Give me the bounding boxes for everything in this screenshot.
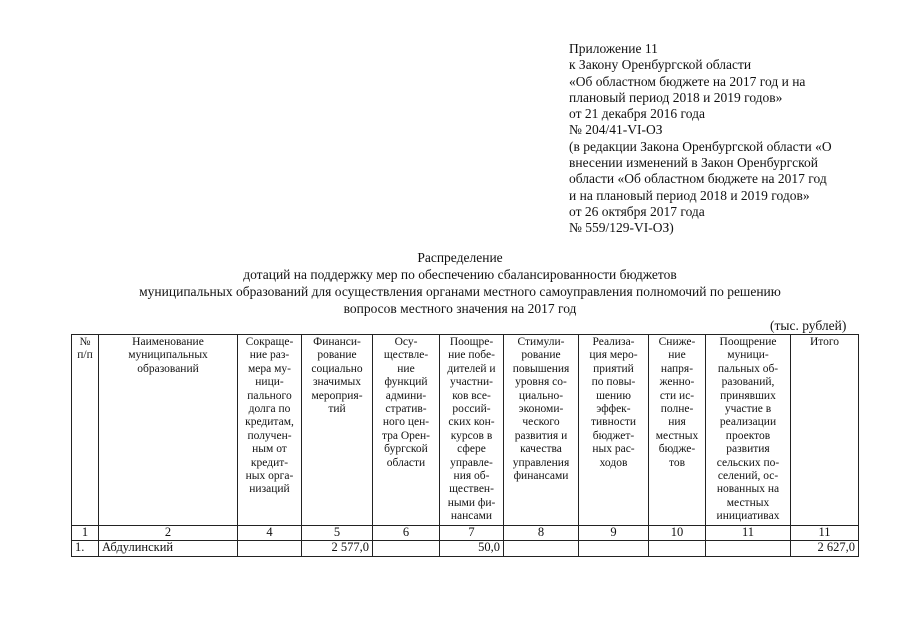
header-line: финансами	[513, 470, 569, 483]
header-cell	[99, 335, 238, 526]
header-line: №	[79, 336, 91, 348]
header-line: селений, ос-	[717, 470, 779, 483]
header-line: ния	[668, 416, 686, 429]
header-line: приятий	[593, 362, 634, 375]
appendix-line: № 204/41-VI-ОЗ	[569, 122, 663, 138]
header-line: женно-	[659, 376, 695, 389]
header-line: реализации	[719, 416, 777, 429]
header-line: ков все-	[452, 389, 491, 402]
units-label: (тыс. рублей)	[770, 318, 847, 333]
total-cell: 2 627,0	[791, 540, 859, 556]
document-subtitle: муниципальных образований для осуществления органами местного самоуправления полномочий по решению	[139, 284, 781, 299]
header-line: местных	[655, 429, 699, 442]
header-line: управле-	[450, 456, 493, 469]
document-title: Распределение	[417, 250, 503, 265]
table-cell	[706, 540, 791, 556]
header-line: экономи-	[518, 403, 564, 416]
header-line: повышения	[512, 362, 570, 375]
header-line: ных рас-	[592, 443, 635, 456]
column-number: 9	[579, 525, 649, 540]
column-number: 5	[302, 525, 373, 540]
header-line: развития и	[514, 429, 568, 442]
header-line: качества	[520, 443, 562, 456]
appendix-line: плановый период 2018 и 2019 годов»	[569, 89, 783, 105]
header-line: дителей и	[447, 362, 496, 375]
header-line: инициативах	[716, 510, 780, 523]
header-cell	[504, 335, 579, 526]
column-number: 11	[706, 525, 791, 540]
header-line: уровня со-	[515, 376, 567, 389]
header-cell	[649, 335, 706, 526]
header-line: участие в	[724, 403, 772, 416]
header-line: тра Орен-	[381, 429, 431, 442]
header-line: управления	[512, 456, 570, 469]
header-line: рование	[317, 349, 357, 362]
header-line: п/п	[77, 349, 93, 362]
header-line: ходов	[599, 456, 628, 469]
header-line: проектов	[725, 429, 771, 442]
table-cell: 50,0	[440, 540, 504, 556]
header-line: Реализа-	[592, 336, 635, 348]
header-line: бургской	[384, 443, 428, 456]
column-number-row	[72, 525, 859, 540]
header-line: ние раз-	[249, 349, 290, 362]
table-cell	[579, 540, 649, 556]
header-cell	[302, 335, 373, 526]
header-line: местных	[726, 496, 770, 509]
header-line: Стимули-	[517, 336, 565, 348]
header-line: ческого	[522, 416, 560, 429]
document-subtitle: дотаций на поддержку мер по обеспечению сбалансированности бюджетов	[243, 267, 677, 282]
appendix-line: и на плановый период 2018 и 2019 годов»	[569, 187, 810, 203]
header-line: функций	[384, 376, 428, 389]
header-line: ществен-	[449, 483, 494, 496]
appendix-header	[569, 41, 889, 237]
header-cell	[791, 335, 859, 526]
column-number: 2	[99, 525, 238, 540]
header-line: нансами	[450, 510, 493, 523]
header-line: ние	[397, 362, 415, 375]
header-line: курсов в	[450, 429, 493, 442]
document-subtitle: вопросов местного значения на 2017 год	[343, 301, 577, 316]
distribution-table	[71, 334, 859, 557]
header-line: полне-	[660, 403, 694, 416]
header-line: ными фи-	[447, 496, 496, 509]
header-line: Поощре-	[449, 336, 494, 348]
table-row	[72, 540, 859, 556]
header-line: рование	[521, 349, 561, 362]
header-line: ществле-	[383, 349, 429, 362]
header-line: пальных об-	[717, 362, 779, 375]
header-line: сфере	[457, 443, 486, 456]
header-row	[72, 335, 859, 526]
appendix-line: (в редакции Закона Оренбургской области «О	[569, 138, 832, 154]
header-line: ние	[668, 349, 686, 362]
column-number: 10	[649, 525, 706, 540]
header-line: шению	[596, 389, 631, 402]
header-cell	[238, 335, 302, 526]
column-number: 7	[440, 525, 504, 540]
header-line: тов	[668, 456, 686, 469]
header-line: сти ис-	[659, 389, 695, 402]
municipality-name-cell: Абдулинский	[99, 540, 238, 556]
header-cell	[440, 335, 504, 526]
header-line: кредит-	[250, 456, 289, 469]
header-line: муници-	[727, 349, 769, 362]
header-line: россий-	[452, 403, 491, 416]
column-number: 6	[373, 525, 440, 540]
header-line: значимых	[312, 376, 362, 389]
header-line: образований	[137, 362, 199, 375]
appendix-line: от 26 октября 2017 года	[569, 203, 705, 219]
appendix-line: Приложение 11	[569, 41, 658, 56]
header-line: получен-	[247, 429, 292, 442]
row-number-cell: 1.	[72, 540, 99, 556]
header-line: муниципальных	[128, 349, 208, 362]
header-line: ным от	[252, 443, 287, 456]
appendix-line: области «Об областном бюджете на 2017 год	[569, 171, 827, 187]
column-number: 4	[238, 525, 302, 540]
header-line: ници-	[255, 376, 284, 389]
header-line: пального	[247, 389, 292, 402]
header-cell	[706, 335, 791, 526]
header-line: кредитам,	[245, 416, 294, 429]
header-line: долга по	[248, 403, 291, 416]
table-cell	[238, 540, 302, 556]
table-cell	[649, 540, 706, 556]
header-line: админи-	[385, 389, 427, 402]
header-line: Сниже-	[658, 336, 696, 348]
appendix-line: к Закону Оренбургской области	[569, 57, 752, 73]
header-line: участни-	[450, 376, 493, 389]
header-line: циально-	[518, 389, 564, 402]
column-number: 1	[72, 525, 99, 540]
header-line: принявших	[720, 389, 776, 402]
appendix-line: «Об областном бюджете на 2017 год и на	[569, 73, 806, 89]
header-line: стратив-	[385, 403, 427, 416]
header-line: бюдже-	[658, 443, 696, 456]
header-line: Поощрение	[719, 336, 777, 348]
header-line: Наименование	[132, 336, 204, 348]
header-line: Осу-	[394, 336, 418, 348]
column-number: 11	[791, 525, 859, 540]
header-line: эффек-	[596, 403, 631, 416]
header-line: напря-	[660, 362, 694, 375]
appendix-line: № 559/129-VI-ОЗ)	[569, 220, 674, 236]
header-line: ние побе-	[448, 349, 495, 362]
appendix-line: от 21 декабря 2016 года	[569, 106, 705, 122]
header-line: ция меро-	[589, 349, 638, 362]
header-line: ских кон-	[448, 416, 495, 429]
table-cell	[373, 540, 440, 556]
header-line: Финанси-	[313, 336, 361, 348]
header-line: области	[386, 456, 426, 469]
header-line: по повы-	[591, 376, 636, 389]
column-number: 8	[504, 525, 579, 540]
table-cell: 2 577,0	[302, 540, 373, 556]
header-line: Итого	[809, 336, 840, 348]
header-cell	[373, 335, 440, 526]
header-line: мероприя-	[311, 389, 363, 402]
header-line: ных орга-	[245, 470, 294, 483]
header-line: мера му-	[248, 362, 291, 375]
header-line: бюджет-	[592, 429, 635, 442]
header-line: ного цен-	[382, 416, 430, 429]
header-line: Сокраще-	[245, 336, 294, 348]
header-line: ния об-	[453, 470, 490, 483]
header-line: сельских по-	[716, 456, 780, 469]
header-line: низаций	[249, 483, 290, 496]
header-line: тивности	[590, 416, 637, 429]
header-cell	[72, 335, 99, 526]
header-line: развития	[726, 443, 770, 456]
header-line: разований,	[721, 376, 775, 389]
header-line: тий	[328, 403, 346, 416]
table-cell	[504, 540, 579, 556]
header-cell	[579, 335, 649, 526]
header-line: нованных на	[716, 483, 780, 496]
header-line: социально	[311, 362, 363, 375]
appendix-line: внесении изменений в Закон Оренбургской	[569, 155, 818, 171]
